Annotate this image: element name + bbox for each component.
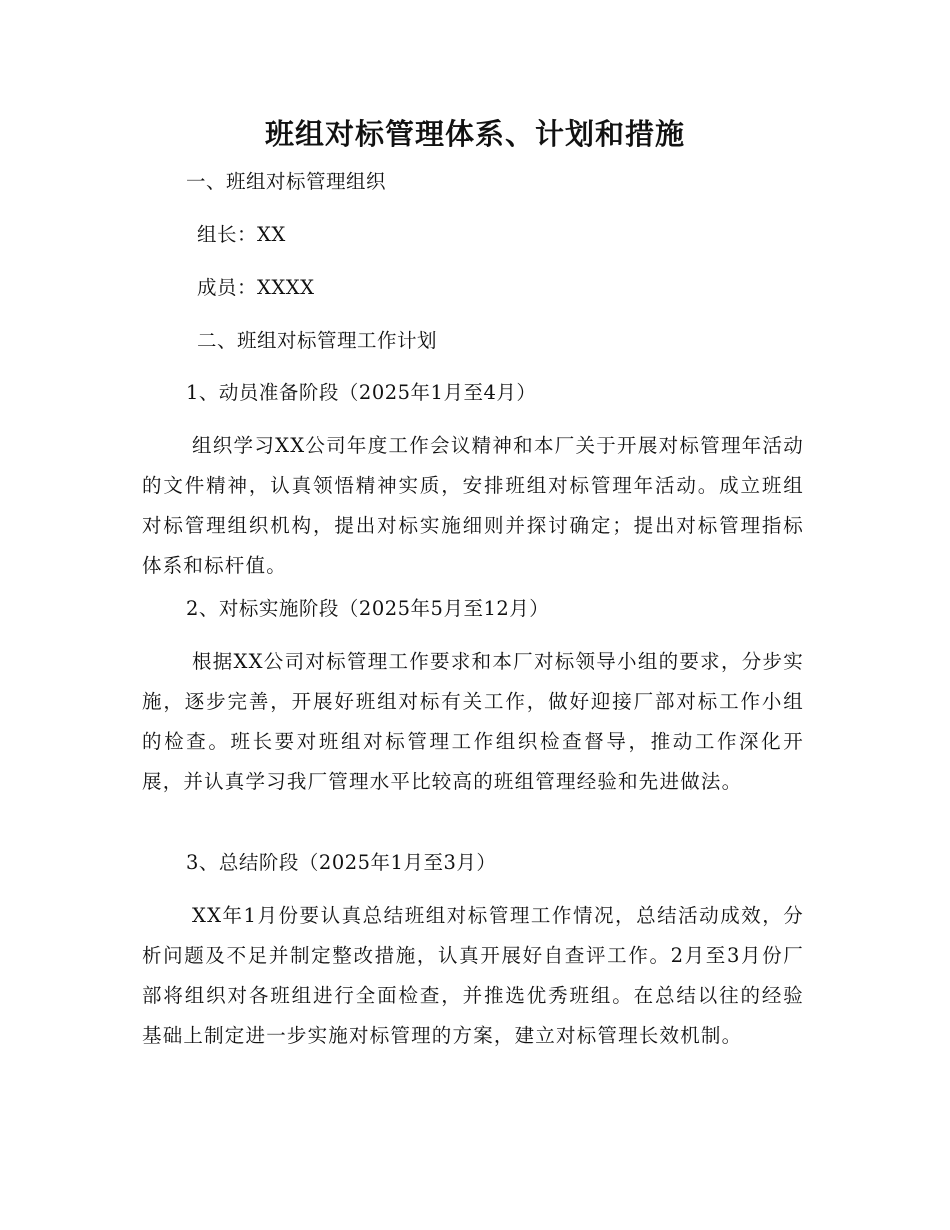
- phase3-heading: 3、总结阶段（2025年1月至3月）: [186, 851, 497, 874]
- phase1-heading: 1、动员准备阶段（2025年1月至4月）: [186, 381, 537, 404]
- members-line: 成员：XXXX: [197, 276, 315, 299]
- document-title: 班组对标管理体系、计划和措施: [264, 117, 685, 151]
- section1-heading: 一、班组对标管理组织: [186, 170, 387, 193]
- leader-line: 组长：XX: [197, 223, 286, 246]
- section2-heading: 二、班组对标管理工作计划: [197, 329, 438, 352]
- phase3-paragraph: XX年1月份要认真总结班组对标管理工作情况，总结活动成效，分析问题及不足并制定整改措施，认真开展好自查评工作。2月至3月份厂部将组织对各班组进行全面检查，并推选优秀班组。在总结以往的经验基础上制定进一步实施对标管理的方案，建立对标管理长效机制。: [142, 904, 804, 1047]
- phase2-heading: 2、对标实施阶段（2025年5月至12月）: [186, 597, 550, 620]
- phase2-paragraph: 根据XX公司对标管理工作要求和本厂对标领导小组的要求，分步实施，逐步完善，开展好班组对标有关工作，做好迎接厂部对标工作小组的检查。班长要对班组对标管理工作组织检查督导，推动工作深化开展，并认真学习我厂管理水平比较高的班组管理经验和先进做法。: [142, 650, 804, 793]
- phase1-paragraph: 组织学习XX公司年度工作会议精神和本厂关于开展对标管理年活动的文件精神，认真领悟精神实质，安排班组对标管理年活动。成立班组对标管理组织机构，提出对标实施细则并探讨确定；提出对标管理指标体系和标杆值。: [142, 434, 804, 577]
